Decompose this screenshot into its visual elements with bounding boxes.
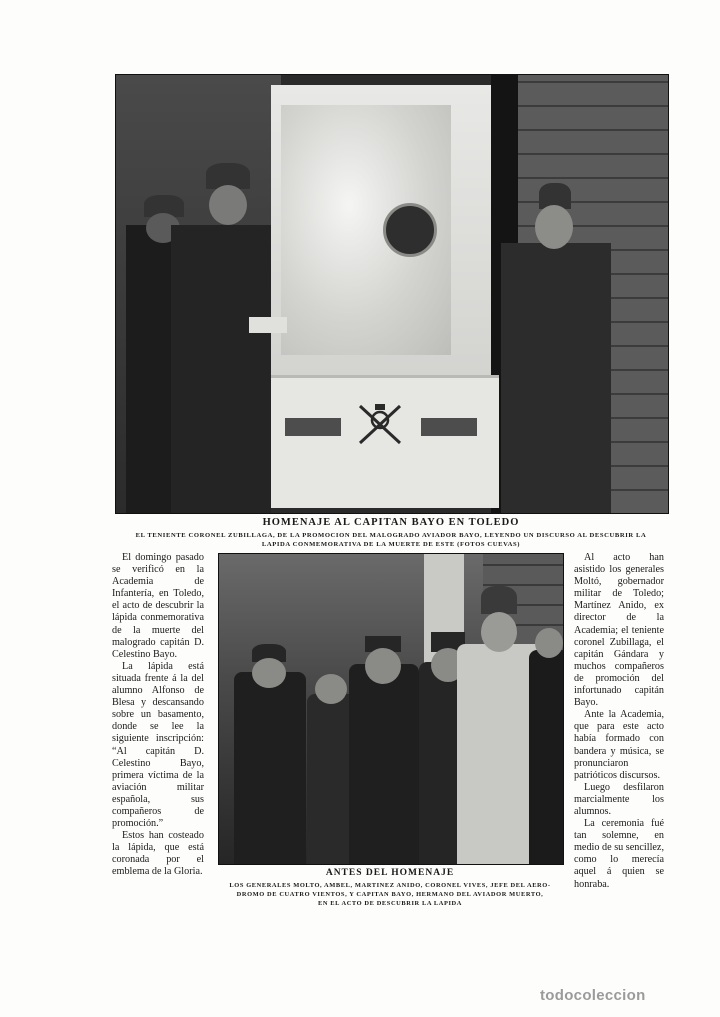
generals-photo <box>218 553 564 865</box>
monument-plinth <box>263 375 499 508</box>
officer-figure <box>501 243 611 513</box>
speech-paper <box>249 317 287 333</box>
monument-photo <box>115 74 669 514</box>
right-text-column <box>574 552 664 891</box>
article-paragraph: Al acto han asistido los generales Moltó, gobernador militar de Toledo; Martínez Anido, ex director de la Academia; el teniente coronel Zubillaga, el capitán Gándara y muchos compañeros de promoción del infortunado capitán Bayo. <box>574 552 664 709</box>
article-paragraph: La lápida está situada frente á la del alumno Alfonso de Blesa y descansando sobre un basamento, donde se lee la siguiente inscripción: “Al capitán D. Celestino Bayo, primera víctima de la aviación militar española, sus compañeros de promoción.” <box>112 660 204 830</box>
plaque-right <box>421 418 477 436</box>
article-paragraph: La ceremonia fué tan solemne, en medio de su sencillez, como lo merecía aquel á quien se honraba. <box>574 818 664 890</box>
article-paragraph: Luego desfilaron marcialmente los alumnos. <box>574 781 664 817</box>
top-photo-caption-line: LAPIDA CONMEMORATIVA DE LA MUERTE DE ESTE (FOTOS CUEVAS) <box>261 541 521 548</box>
speaker-figure <box>171 225 271 513</box>
article-paragraph: Ante la Academia, que para este acto había formado con bandera y música, se pronunciaron patrióticos discursos. <box>574 709 664 781</box>
middle-photo-caption-line: DROMO DE CUATRO VIENTOS, Y CAPITAN BAYO, HERMANO DEL AVIADOR MUERTO, <box>236 891 544 898</box>
top-photo-caption-line: EL TENIENTE CORONEL ZUBILLAGA, DE LA PROMOCION DEL MALOGRADO AVIADOR BAYO, LEYENDO UN DISCURSO AL DESCUBRIR LA <box>135 532 647 539</box>
general-figure <box>234 672 306 864</box>
middle-photo-caption-title: ANTES DEL HOMENAJE <box>325 868 455 878</box>
watermark-logo: todocoleccion <box>540 987 646 1004</box>
middle-photo-caption-line: EN EL ACTO DE DESCUBRIR LA LAPIDA <box>318 900 462 907</box>
plaque-left <box>285 418 341 436</box>
middle-photo-caption-line: LOS GENERALES MOLTO, AMBEL, MARTINEZ ANIDO, CORONEL VIVES, JEFE DEL AERO- <box>229 882 551 889</box>
top-photo-caption-title: HOMENAJE AL CAPITAN BAYO EN TOLEDO <box>262 517 520 528</box>
article-paragraph: Estos han costeado la lápida, que está coronada por el emblema de la Gloria. <box>112 830 204 878</box>
memorial-monument <box>271 85 491 505</box>
general-figure <box>349 664 419 864</box>
left-text-column <box>112 552 204 879</box>
infantry-emblem-icon <box>355 398 405 448</box>
article-paragraph: El domingo pasado se verificó en la Academia de Infantería, en Toledo, el acto de descubrir la lápida conmemorativa de la muerte del malogrado capitán D. Celestino Bayo. <box>112 552 204 660</box>
officer-figure <box>529 650 564 864</box>
portrait-medallion <box>383 203 437 257</box>
